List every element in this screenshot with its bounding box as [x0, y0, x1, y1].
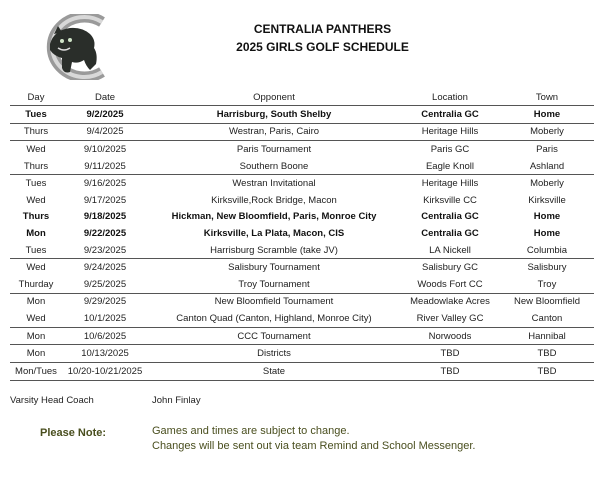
col-opponent-header: Opponent: [148, 89, 400, 106]
cell-day: Wed: [26, 194, 46, 206]
cell-location: River Valley GC: [400, 310, 500, 327]
cell-day: Thurs: [10, 158, 62, 175]
cell-location: Eagle Knoll: [400, 158, 500, 175]
cell-location: Kirksville CC: [423, 194, 477, 206]
cell-opponent: Southern Boone: [148, 158, 400, 175]
cell-date: 9/11/2025: [62, 158, 148, 175]
cell-opponent: Hickman, New Bloomfield, Paris, Monroe City: [171, 211, 377, 223]
cell-location: Heritage Hills: [421, 178, 479, 190]
cell-location: Centralia GC: [421, 227, 479, 239]
cell-date: 9/4/2025: [62, 123, 148, 141]
table-row: [10, 141, 594, 158]
cell-day: Thurs: [10, 123, 62, 141]
cell-location: TBD: [400, 362, 500, 380]
cell-opponent: Canton Quad (Canton, Highland, Monroe City): [148, 310, 400, 327]
cell-town: Home: [500, 106, 594, 124]
cell-opponent: State: [148, 362, 400, 380]
col-town-header: Town: [500, 89, 594, 106]
cell-day: Wed: [10, 310, 62, 327]
table-row: [10, 209, 594, 226]
cell-town: Troy: [500, 276, 594, 293]
cell-opponent: Harrisburg Scramble (take JV): [148, 242, 400, 259]
cell-day: Tues: [25, 178, 47, 190]
schedule-title-line1: CENTRALIA PANTHERS: [253, 22, 392, 36]
cell-town: Canton: [500, 310, 594, 327]
table-row: [10, 345, 594, 363]
cell-date: 10/1/2025: [62, 310, 148, 327]
cell-town: Kirksville: [528, 194, 566, 206]
cell-town: Salisbury: [527, 262, 567, 274]
cell-day: Mon: [10, 327, 62, 345]
table-row: [10, 293, 594, 310]
cell-opponent: Troy Tournament: [148, 276, 400, 293]
note-label: Please Note:: [40, 427, 107, 439]
cell-location: Centralia GC: [421, 211, 479, 223]
cell-day: Thurs: [22, 211, 50, 223]
coach-name: John Finlay: [152, 395, 201, 406]
table-row: [10, 259, 594, 276]
cell-opponent: New Bloomfield Tournament: [214, 296, 334, 308]
table-row: [10, 225, 594, 242]
table-row: [10, 192, 594, 209]
cell-location: Centralia GC: [400, 106, 500, 124]
cell-date: 9/2/2025: [62, 106, 148, 124]
table-row: [10, 327, 594, 345]
cell-opponent: Harrisburg, South Shelby: [148, 106, 400, 124]
cell-date: 9/24/2025: [83, 262, 127, 274]
cell-opponent: Paris Tournament: [236, 143, 312, 155]
coach-label: Varsity Head Coach: [10, 395, 94, 406]
cell-opponent: Westran, Paris, Cairo: [148, 123, 400, 141]
cell-town: Home: [533, 211, 561, 223]
cell-opponent: Salisbury Tournament: [228, 262, 320, 274]
schedule-table: [10, 89, 594, 381]
cell-day: Wed: [26, 143, 46, 155]
table-row: [10, 276, 594, 293]
cell-date: 9/18/2025: [83, 211, 127, 223]
cell-date: 9/29/2025: [83, 296, 127, 308]
cell-date: 9/10/2025: [83, 143, 127, 155]
cell-opponent: Kirksville,Rock Bridge, Macon: [211, 194, 337, 206]
cell-town: Moberly: [530, 178, 564, 190]
cell-day: Tues: [10, 106, 62, 124]
cell-town: Moberly: [500, 123, 594, 141]
cell-date: 9/16/2025: [83, 178, 127, 190]
cell-date: 9/23/2025: [62, 242, 148, 259]
cell-opponent: CCC Tournament: [148, 327, 400, 345]
cell-town: New Bloomfield: [514, 296, 580, 308]
cell-opponent: Districts: [148, 345, 400, 363]
cell-location: TBD: [400, 345, 500, 363]
cell-opponent: Westran Invitational: [232, 178, 316, 190]
schedule-title-line2: 2025 GIRLS GOLF SCHEDULE: [236, 40, 409, 54]
table-row: [10, 362, 594, 380]
cell-date: 10/13/2025: [62, 345, 148, 363]
note-text: [152, 424, 482, 454]
cell-location: LA Nickell: [400, 242, 500, 259]
note-line-1: Games and times are subject to change.: [152, 425, 350, 437]
cell-day: Tues: [10, 242, 62, 259]
table-header-row: [10, 89, 594, 106]
cell-day: Mon/Tues: [10, 362, 62, 380]
cell-opponent: Kirksville, La Plata, Macon, CIS: [203, 227, 345, 239]
cell-location: Heritage Hills: [400, 123, 500, 141]
col-location-header: Location: [400, 89, 500, 106]
table-row: [10, 242, 594, 259]
cell-day: Thurday: [10, 276, 62, 293]
table-row: [10, 123, 594, 141]
cell-location: Meadowlake Acres: [410, 296, 490, 308]
cell-town: TBD: [500, 362, 594, 380]
cell-location: Woods Fort CC: [400, 276, 500, 293]
col-day-header: Day: [10, 89, 62, 106]
cell-town: Ashland: [500, 158, 594, 175]
cell-date: 10/20-10/21/2025: [62, 362, 148, 380]
cell-day: Wed: [26, 262, 46, 274]
cell-date: 10/6/2025: [62, 327, 148, 345]
table-row: [10, 175, 594, 192]
cell-town: Hannibal: [500, 327, 594, 345]
cell-town: Columbia: [500, 242, 594, 259]
cell-day: Mon: [10, 345, 62, 363]
cell-location: Paris GC: [430, 143, 470, 155]
table-row: [10, 310, 594, 327]
cell-location: Norwoods: [400, 327, 500, 345]
cell-town: Paris: [536, 143, 558, 155]
cell-date: 9/17/2025: [83, 194, 127, 206]
cell-location: Salisbury GC: [422, 262, 478, 274]
cell-town: TBD: [500, 345, 594, 363]
cell-date: 9/22/2025: [83, 227, 127, 239]
cell-date: 9/25/2025: [62, 276, 148, 293]
note-line-2: Changes will be sent out via team Remind and School Messenger.: [152, 440, 476, 452]
table-row: [10, 106, 594, 124]
cell-day: Mon: [26, 296, 46, 308]
cell-day: Mon: [26, 227, 46, 239]
table-row: [10, 158, 594, 175]
col-date-header: Date: [62, 89, 148, 106]
cell-town: Home: [533, 227, 561, 239]
